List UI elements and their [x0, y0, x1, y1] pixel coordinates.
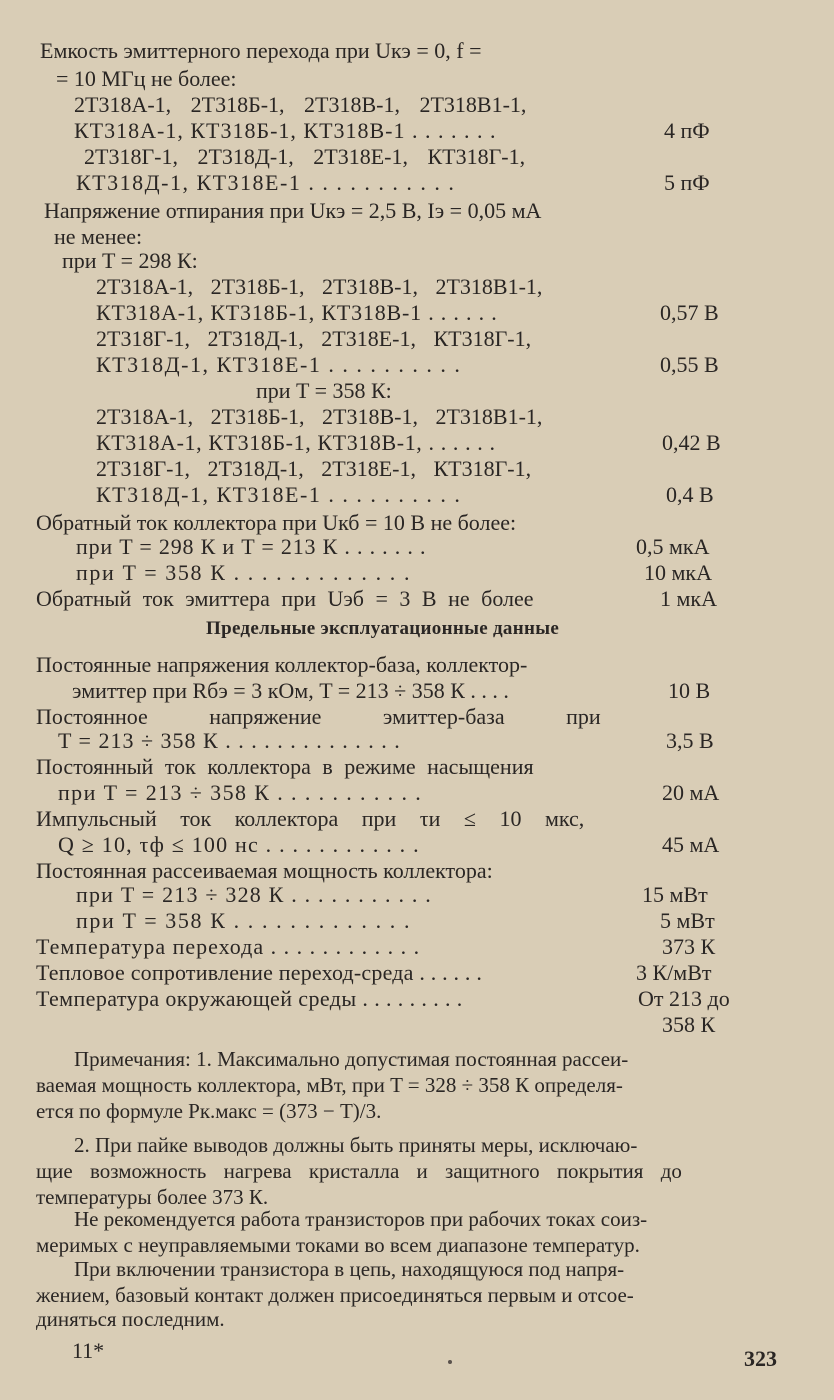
text-line: Напряжение отпирания при Uкэ = 2,5 В, Iэ = 0,05 мА [44, 198, 542, 223]
text-line: ваемая мощность коллектора, мВт, при T = 328 ÷ 358 К определя- [36, 1073, 623, 1097]
text-line: 2Т318Г-1, 2Т318Д-1, 2Т318Е-1, КТ318Г-1, [84, 144, 526, 169]
value-cell: 3 К/мВт [636, 960, 712, 985]
value-cell: 0,55 В [660, 352, 719, 377]
text-line: при T = 358 К: [256, 378, 392, 403]
text-line: Температура окружающей среды . . . . . . . . . [36, 986, 463, 1011]
value-cell: 20 мА [662, 780, 720, 805]
text-line: при T = 358 К . . . . . . . . . . . . . [76, 908, 412, 933]
value-cell: 0,5 мкА [636, 534, 710, 559]
value-cell: 10 В [668, 678, 711, 703]
text-line: 2Т318Г-1, 2Т318Д-1, 2Т318Е-1, КТ318Г-1, [96, 456, 532, 481]
text-line: Q ≥ 10, τф ≤ 100 нс . . . . . . . . . . . . [58, 832, 420, 857]
text-line: 2Т318Г-1, 2Т318Д-1, 2Т318Е-1, КТ318Г-1, [96, 326, 532, 351]
value-cell: 15 мВт [642, 882, 708, 907]
value-cell: 373 К [662, 934, 716, 959]
text-line: Температура перехода . . . . . . . . . . . . [36, 934, 421, 959]
text-line: жением, базовый контакт должен присоединяться первым и отсое- [36, 1283, 634, 1307]
value-cell: 0,42 В [662, 430, 721, 455]
text-line: Не рекомендуется работа транзисторов при рабочих токах соиз- [74, 1207, 648, 1231]
value-cell: 3,5 В [666, 728, 714, 753]
text-line: температуры более 373 К. [36, 1185, 269, 1209]
text-line: Постоянная рассеиваемая мощность коллектора: [36, 858, 493, 883]
text-line: эмиттер при Rбэ = 3 кОм, T = 213 ÷ 358 К . . . . [72, 678, 509, 703]
value-cell: От 213 до [638, 986, 730, 1011]
text-line: при T = 213 ÷ 328 К . . . . . . . . . . . [76, 882, 432, 907]
print-speck [448, 1360, 452, 1364]
text-line: Импульсный ток коллектора при τи ≤ 10 мкс, [36, 806, 585, 831]
value-cell: 0,57 В [660, 300, 719, 325]
signature-mark: 11* [72, 1338, 105, 1363]
text-line: ется по формуле Pк.макс = (373 − T)/3. [36, 1099, 382, 1123]
text-line: КТ318Д-1, КТ318Е-1 . . . . . . . . . . . [76, 170, 456, 195]
text-line: КТ318Д-1, КТ318Е-1 . . . . . . . . . . [96, 482, 462, 507]
text-line: при T = 298 К и T = 213 К . . . . . . . [76, 534, 427, 559]
text-line: не менее: [54, 224, 143, 249]
page-number: 323 [744, 1346, 777, 1371]
text-line: Обратный ток коллектора при Uкб = 10 В не более: [36, 510, 517, 535]
value-cell: 5 пФ [664, 170, 710, 195]
value-cell: 5 мВт [660, 908, 715, 933]
text-line: при T = 298 К: [62, 248, 198, 273]
value-cell: 10 мкА [644, 560, 712, 585]
text-line: Примечания: 1. Максимально допустимая постоянная рассеи- [74, 1047, 629, 1071]
value-cell: 358 К [662, 1012, 716, 1037]
value-cell: 45 мА [662, 832, 720, 857]
text-line: меримых с неуправляемыми токами во всем диапазоне температур. [36, 1233, 640, 1257]
text-line: 2Т318А-1, 2Т318Б-1, 2Т318В-1, 2Т318В1-1, [74, 92, 527, 117]
text-line: При включении транзистора в цепь, находящуюся под напря- [74, 1257, 625, 1281]
text-line: Емкость эмиттерного перехода при Uкэ = 0, f = [40, 38, 482, 63]
value-cell: 0,4 В [666, 482, 714, 507]
text-line: Обратный ток эмиттера при Uэб = 3 В не более [36, 586, 534, 611]
text-line: 2Т318А-1, 2Т318Б-1, 2Т318В-1, 2Т318В1-1, [96, 404, 543, 429]
text-line: при T = 358 К . . . . . . . . . . . . . [76, 560, 412, 585]
text-line: Постоянный ток коллектора в режиме насыщения [36, 754, 534, 779]
text-line: 2. При пайке выводов должны быть приняты меры, исключаю- [74, 1133, 638, 1157]
text-line: Тепловое сопротивление переход-среда . . . . . . [36, 960, 483, 985]
value-cell: 1 мкА [660, 586, 717, 611]
section-heading: Предельные эксплуатационные данные [206, 618, 560, 639]
text-line: КТ318А-1, КТ318Б-1, КТ318В-1 . . . . . . . [74, 118, 497, 143]
text-line: Постоянное напряжение эмиттер-база при [36, 704, 601, 729]
value-cell: 4 пФ [664, 118, 710, 143]
text-line: щие возможность нагрева кристалла и защитного покрытия до [36, 1159, 682, 1183]
text-line: = 10 МГц не более: [56, 66, 237, 91]
text-line: КТ318А-1, КТ318Б-1, КТ318В-1 . . . . . . [96, 300, 498, 325]
text-line: диняться последним. [36, 1307, 225, 1331]
text-line: при T = 213 ÷ 358 К . . . . . . . . . . . [58, 780, 423, 805]
text-line: КТ318А-1, КТ318Б-1, КТ318В-1, . . . . . . [96, 430, 496, 455]
text-line: 2Т318А-1, 2Т318Б-1, 2Т318В-1, 2Т318В1-1, [96, 274, 543, 299]
text-line: Постоянные напряжения коллектор-база, коллектор- [36, 652, 528, 677]
text-line: T = 213 ÷ 358 К . . . . . . . . . . . . . . [58, 728, 401, 753]
text-line: КТ318Д-1, КТ318Е-1 . . . . . . . . . . [96, 352, 462, 377]
